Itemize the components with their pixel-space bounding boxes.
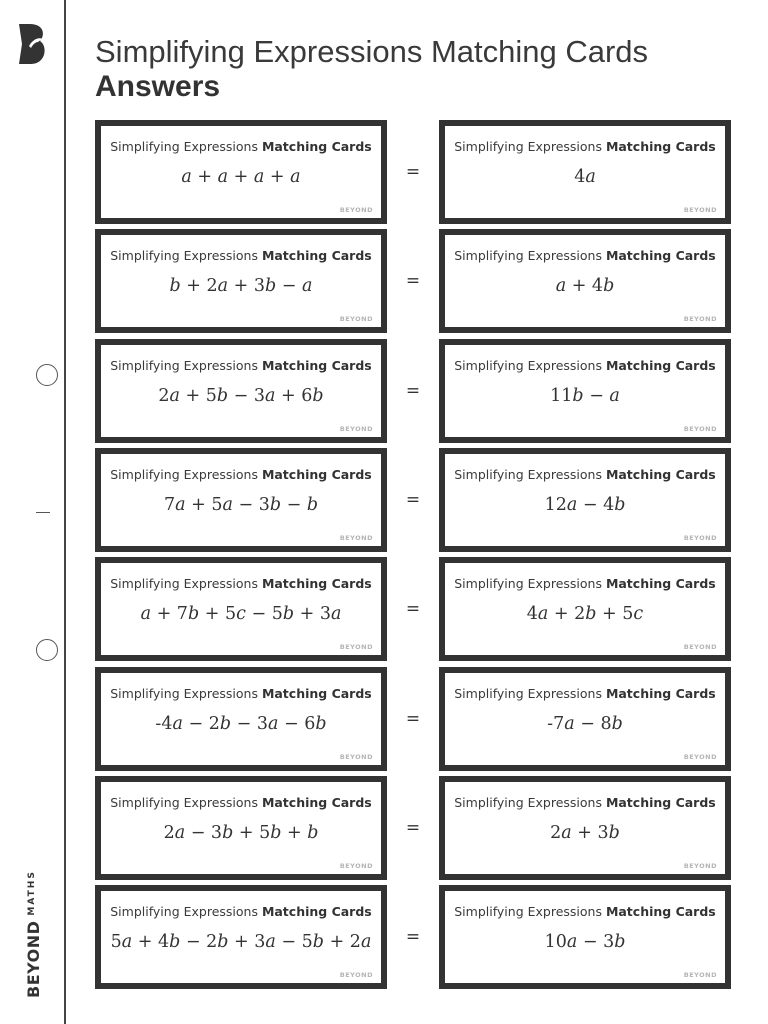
card-header-bold: Matching Cards (605, 904, 716, 920)
card-header-bold: Matching Cards (605, 357, 716, 373)
card-header-text: Simplifying Expressions (454, 794, 606, 810)
answer-card (439, 448, 731, 552)
equals-sign: = (405, 817, 421, 838)
question-expression: 5a + 4b − 2b + 3a − 5b + 2a (110, 932, 372, 953)
card-header (101, 576, 381, 591)
question-expression: a + 7b + 5c − 5b + 3a (140, 604, 342, 625)
answer-expression: 11b − a (550, 385, 620, 406)
answer-card (439, 885, 731, 989)
card-brand-mark: BEYOND (683, 533, 717, 542)
card-header-text: Simplifying Expressions (454, 576, 606, 592)
card-pair-row (95, 229, 731, 333)
fold-mark (36, 512, 50, 513)
card-header-bold: Matching Cards (605, 139, 716, 154)
card-header-text: Simplifying Expressions (454, 466, 606, 482)
card-brand-mark: BEYOND (339, 315, 373, 324)
punch-hole (36, 639, 58, 661)
card-header-bold: Matching Cards (261, 248, 372, 264)
card-pair-row (95, 448, 731, 552)
card-header-text: Simplifying Expressions (454, 357, 606, 373)
card-header (445, 467, 725, 482)
card-header-text: Simplifying Expressions (110, 248, 262, 264)
card-brand-mark: BEYOND (683, 424, 717, 433)
card-header-text: Simplifying Expressions (110, 685, 262, 701)
question-card (95, 120, 387, 224)
card-brand-mark: BEYOND (339, 206, 373, 214)
card-header-text: Simplifying Expressions (454, 139, 606, 154)
card-brand-mark: BEYOND (339, 643, 373, 652)
answer-card (439, 120, 731, 224)
answer-expression: 10a − 3b (544, 932, 626, 953)
card-header (445, 139, 725, 154)
card-brand-mark: BEYOND (339, 424, 373, 433)
question-card (95, 885, 387, 989)
card-header-bold: Matching Cards (605, 794, 716, 810)
card-brand-mark: BEYOND (339, 861, 373, 870)
card-header-bold: Matching Cards (605, 576, 716, 592)
card-header-bold: Matching Cards (261, 466, 372, 482)
answer-expression: 12a − 4b (544, 494, 626, 515)
card-header-bold: Matching Cards (605, 685, 716, 701)
answer-card (439, 667, 731, 771)
beyond-logo-icon (16, 22, 50, 66)
question-expression: 7a + 5a − 3b − b (163, 494, 319, 515)
card-header-bold: Matching Cards (261, 139, 372, 154)
answer-expression: 4a (574, 167, 596, 187)
answer-card (439, 557, 731, 661)
card-header-bold: Matching Cards (261, 685, 372, 701)
question-card (95, 229, 387, 333)
card-header-text: Simplifying Expressions (110, 466, 262, 482)
card-header (445, 358, 725, 373)
card-header (101, 686, 381, 701)
answer-card (439, 776, 731, 880)
question-expression: 2a + 5b − 3a + 6b (158, 385, 324, 406)
equals-sign: = (405, 708, 421, 729)
card-brand-mark: BEYOND (683, 752, 717, 761)
equals-sign: = (405, 599, 421, 620)
card-pair-row (95, 885, 731, 989)
question-card (95, 667, 387, 771)
card-header-bold: Matching Cards (261, 576, 372, 592)
equals-sign: = (405, 271, 421, 292)
question-card (95, 448, 387, 552)
card-header (445, 576, 725, 591)
question-expression: a + a + a + a (181, 167, 301, 187)
card-brand-mark: BEYOND (339, 533, 373, 542)
card-brand-mark: BEYOND (339, 752, 373, 761)
card-pair-row (95, 557, 731, 661)
margin-line (64, 0, 66, 1024)
card-brand-mark: BEYOND (683, 971, 717, 980)
card-header (445, 686, 725, 701)
card-header-bold: Matching Cards (261, 904, 372, 920)
side-brand (24, 870, 43, 998)
card-header (445, 795, 725, 810)
answer-expression: a + 4b (555, 276, 615, 297)
card-header (445, 904, 725, 919)
answer-card (439, 229, 731, 333)
card-brand-mark: BEYOND (683, 315, 717, 324)
equals-sign: = (405, 489, 421, 510)
question-card (95, 339, 387, 443)
answer-expression: 2a + 3b (550, 822, 620, 843)
answer-expression: 4a + 2b + 5c (526, 604, 644, 625)
question-expression: b + 2a + 3b − a (169, 276, 313, 297)
card-header-text: Simplifying Expressions (110, 357, 262, 373)
card-header (101, 904, 381, 919)
card-pair-row (95, 667, 731, 771)
page-title: Simplifying Expressions Matching Cards (95, 34, 649, 69)
card-header (101, 795, 381, 810)
card-brand-mark: BEYOND (683, 643, 717, 652)
punch-hole (36, 364, 58, 386)
answer-card (439, 339, 731, 443)
card-header-bold: Matching Cards (261, 357, 372, 373)
equals-sign: = (405, 162, 421, 182)
card-header (101, 358, 381, 373)
card-header-text: Simplifying Expressions (454, 904, 606, 920)
card-header-text: Simplifying Expressions (110, 904, 262, 920)
card-brand-mark: BEYOND (683, 861, 717, 870)
card-header-bold: Matching Cards (605, 248, 716, 264)
card-brand-mark: BEYOND (339, 971, 373, 980)
card-header-bold: Matching Cards (605, 466, 716, 482)
page-subtitle: Answers (95, 70, 221, 103)
card-pair-row (95, 120, 731, 224)
side-brand-main: BEYOND (24, 920, 43, 998)
card-header-text: Simplifying Expressions (110, 576, 262, 592)
card-pair-row (95, 776, 731, 880)
side-brand-sub: MATHS (27, 870, 37, 916)
question-expression: -4a − 2b − 3a − 6b (155, 713, 327, 734)
card-pair-row (95, 339, 731, 443)
question-card (95, 557, 387, 661)
card-header (101, 467, 381, 482)
card-brand-mark: BEYOND (683, 206, 717, 214)
question-expression: 2a − 3b + 5b + b (163, 822, 319, 843)
card-header (101, 139, 381, 154)
card-header-text: Simplifying Expressions (454, 685, 606, 701)
card-header-bold: Matching Cards (261, 794, 372, 810)
card-header (445, 248, 725, 263)
equals-sign: = (405, 927, 421, 948)
card-header (101, 248, 381, 263)
card-header-text: Simplifying Expressions (454, 248, 606, 264)
question-card (95, 776, 387, 880)
equals-sign: = (405, 380, 421, 401)
card-header-text: Simplifying Expressions (110, 794, 262, 810)
card-header-text: Simplifying Expressions (110, 139, 262, 154)
answer-expression: -7a − 8b (547, 713, 623, 734)
